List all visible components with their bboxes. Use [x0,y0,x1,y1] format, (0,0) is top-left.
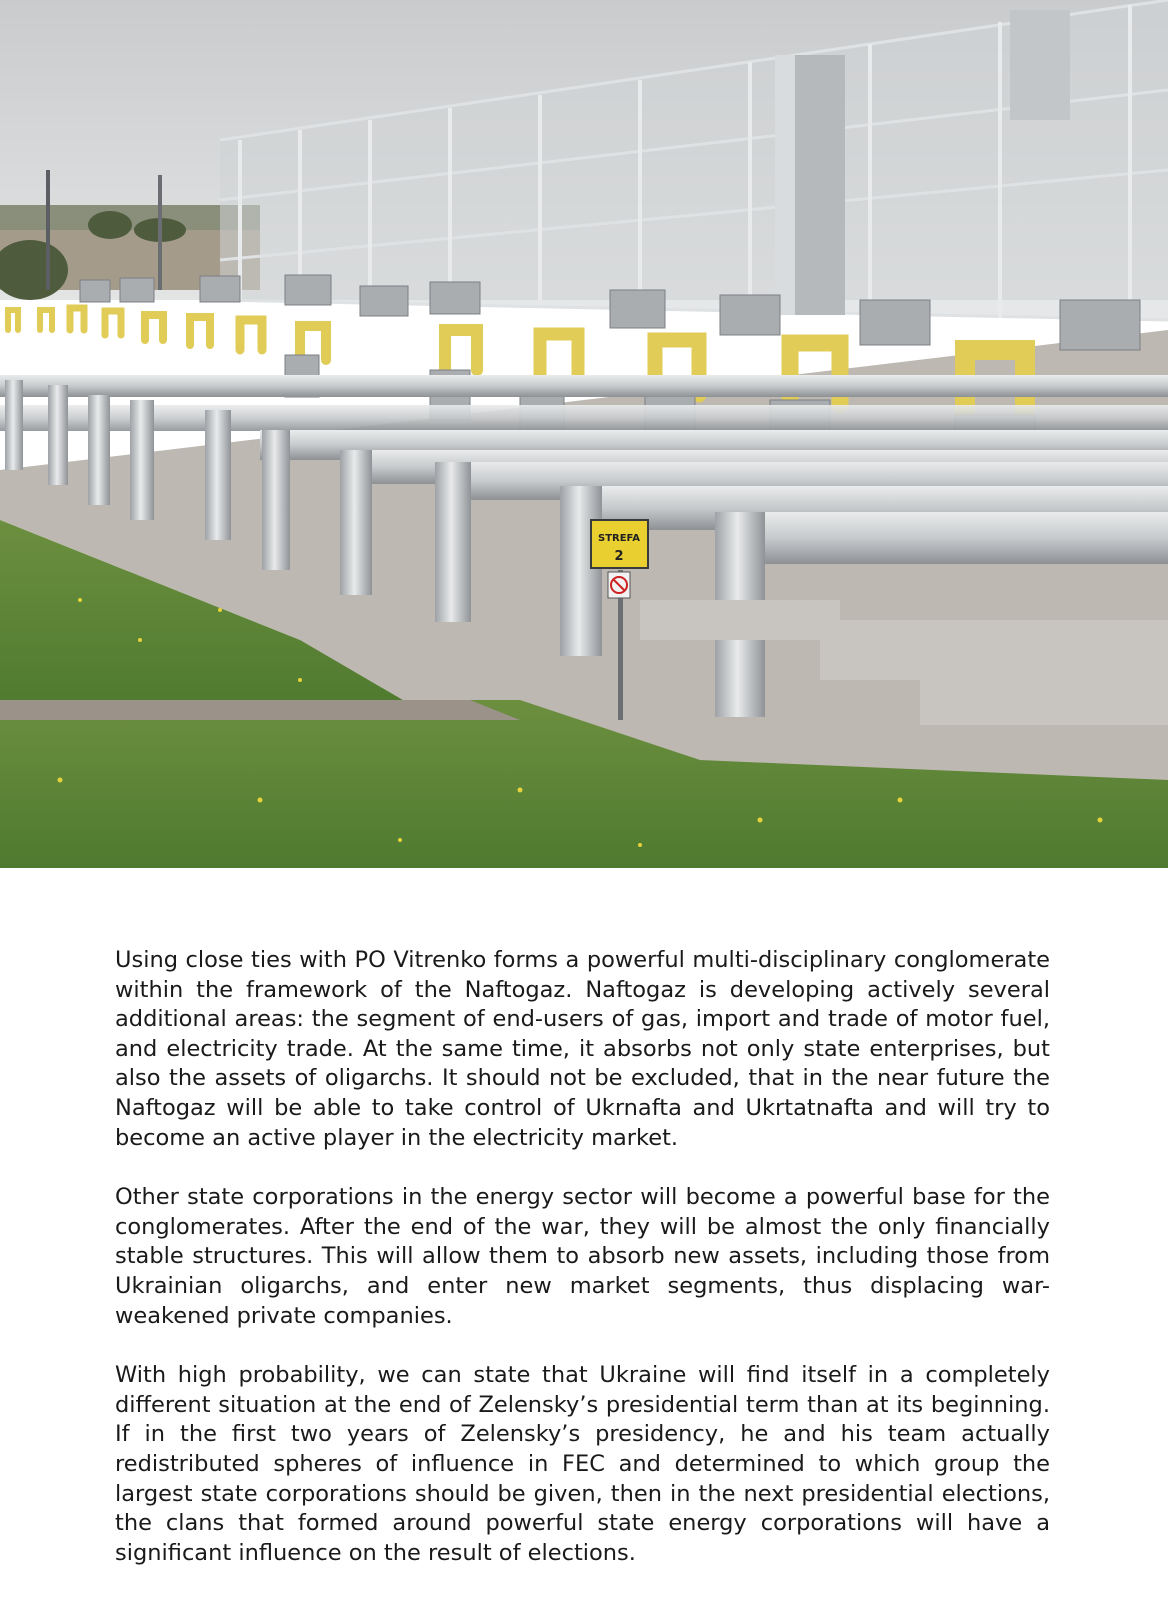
paragraph-2: Other state corporations in the energy sector will become a powerful base for the conglomerates. After the end of the war, they will be almost the only financially stable structures. This will allow them to absorb new assets, including those from Ukrainian oligarchs, and enter new market segments, thus displacing war-weakened private companies. [115,1184,1050,1329]
sign-title: STREFA [598,533,640,544]
paragraph-1: Using close ties with PO Vitrenko forms a powerful multi-disciplinary conglomerate within the framework of the Naftogaz. Naftogaz is developing actively several additional areas: the segment of end-users of gas, import and trade of motor fuel, and electricity trade. At the same time, it absorbs not only state enterprises, but also the assets of oligarchs. It should not be excluded, that in the near future the Naftogaz will be able to take control of Ukrnafta and Ukrtatnafta and will try to become an active player in the electricity market. [115,947,1050,1151]
article-body [115,946,1050,1598]
sign-number: 2 [614,549,624,564]
paragraph-3: With high probability, we can state that Ukraine will find itself in a completely different situation at the end of Zelensky’s presidential term than at its beginning. If in the first two years of Zelensky’s presidency, he and his team actually redistributed spheres of influence in FEC and determined to which group the largest state corporations should be given, then in the next presidential elections, the clans that formed around powerful state energy corporations will have a significant influence on the result of elections. [115,1362,1050,1566]
